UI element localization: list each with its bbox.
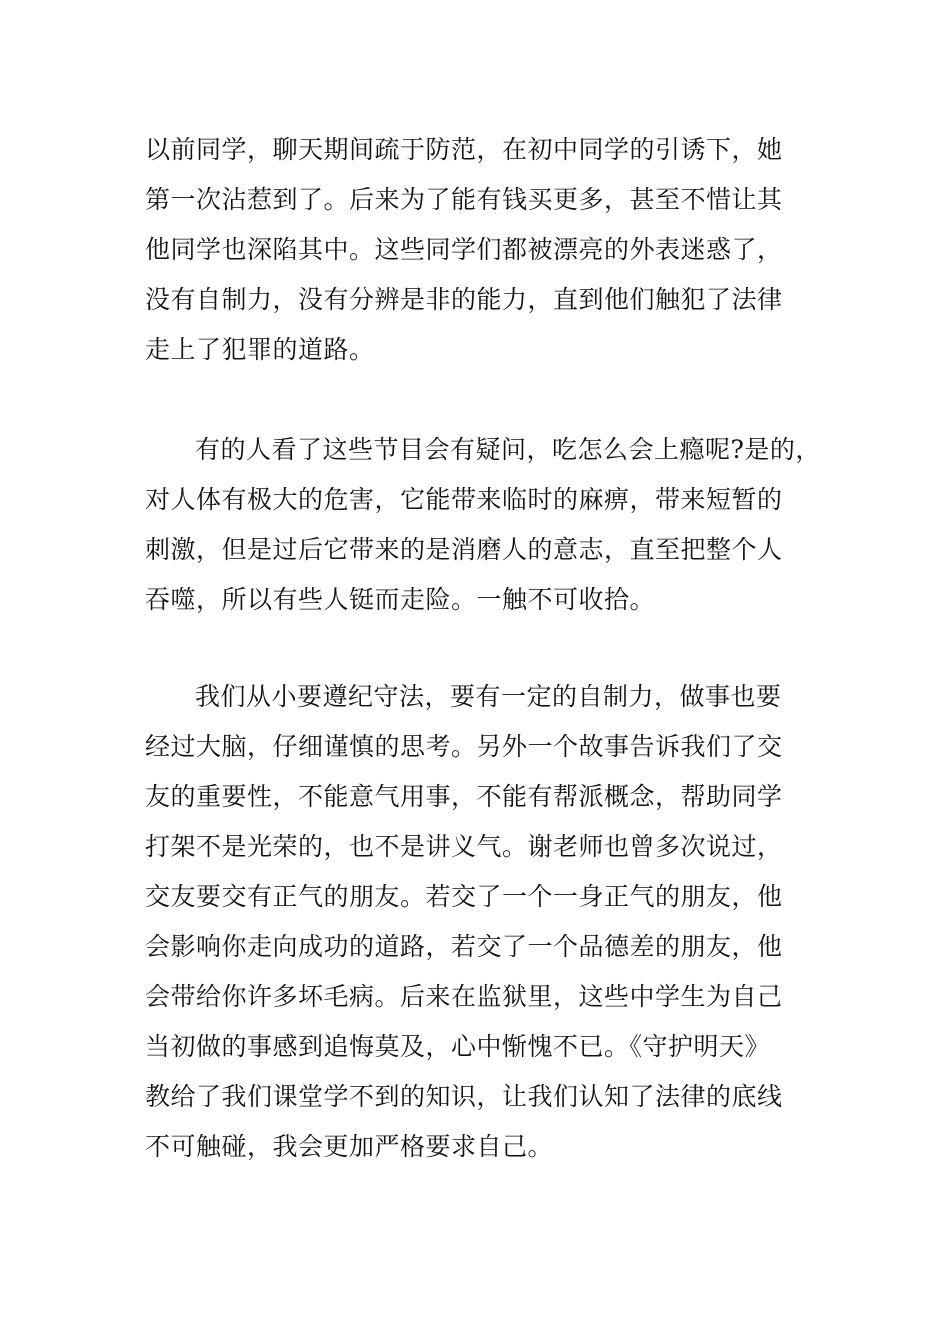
paragraph-3-line-8: 当初做的事感到追悔莫及，心中惭愧不已。《守护明天》: [145, 1032, 771, 1061]
paragraph-2-line-4: 吞噬，所以有些人铤而走险。一触不可收拾。: [145, 585, 656, 614]
paragraph-3-line-6: 会影响你走向成功的道路，若交了一个品德差的朋友，他: [145, 932, 783, 961]
paragraph-2-line-3: 刺激，但是过后它带来的是消磨人的意志，直至把整个人: [145, 535, 783, 564]
paragraph-3-line-1: 我们从小要遵纪守法，要有一定的自制力，做事也要: [195, 682, 782, 711]
paragraph-2-line-2: 对人体有极大的危害，它能带来临时的麻痹，带来短暂的: [145, 485, 783, 514]
paragraph-1-line-4: 没有自制力，没有分辨是非的能力，直到他们触犯了法律: [145, 285, 783, 314]
paragraph-1-line-1: 以前同学，聊天期间疏于防范，在初中同学的引诱下，她: [145, 135, 783, 164]
paragraph-3-line-4: 打架不是光荣的，也不是讲义气。谢老师也曾多次说过，: [145, 832, 783, 861]
paragraph-1-line-5: 走上了犯罪的道路。: [145, 335, 375, 364]
paragraph-1-line-2: 第一次沾惹到了。后来为了能有钱买更多，甚至不惜让其: [145, 185, 783, 214]
paragraph-3-line-7: 会带给你许多坏毛病。后来在监狱里，这些中学生为自己: [145, 982, 783, 1011]
paragraph-3-line-3: 友的重要性，不能意气用事，不能有帮派概念，帮助同学: [145, 782, 783, 811]
paragraph-2-line-1: 有的人看了这些节目会有疑问，吃怎么会上瘾呢?是的，: [195, 435, 821, 464]
paragraph-3-line-2: 经过大脑，仔细谨慎的思考。另外一个故事告诉我们了交: [145, 732, 783, 761]
paragraph-1-line-3: 他同学也深陷其中。这些同学们都被漂亮的外表迷惑了，: [145, 235, 783, 264]
paragraph-3-line-10: 不可触碰，我会更加严格要求自己。: [145, 1132, 554, 1161]
paragraph-3-line-9: 教给了我们课堂学不到的知识，让我们认知了法律的底线: [145, 1082, 783, 1111]
paragraph-3-line-5: 交友要交有正气的朋友。若交了一个一身正气的朋友，他: [145, 882, 783, 911]
